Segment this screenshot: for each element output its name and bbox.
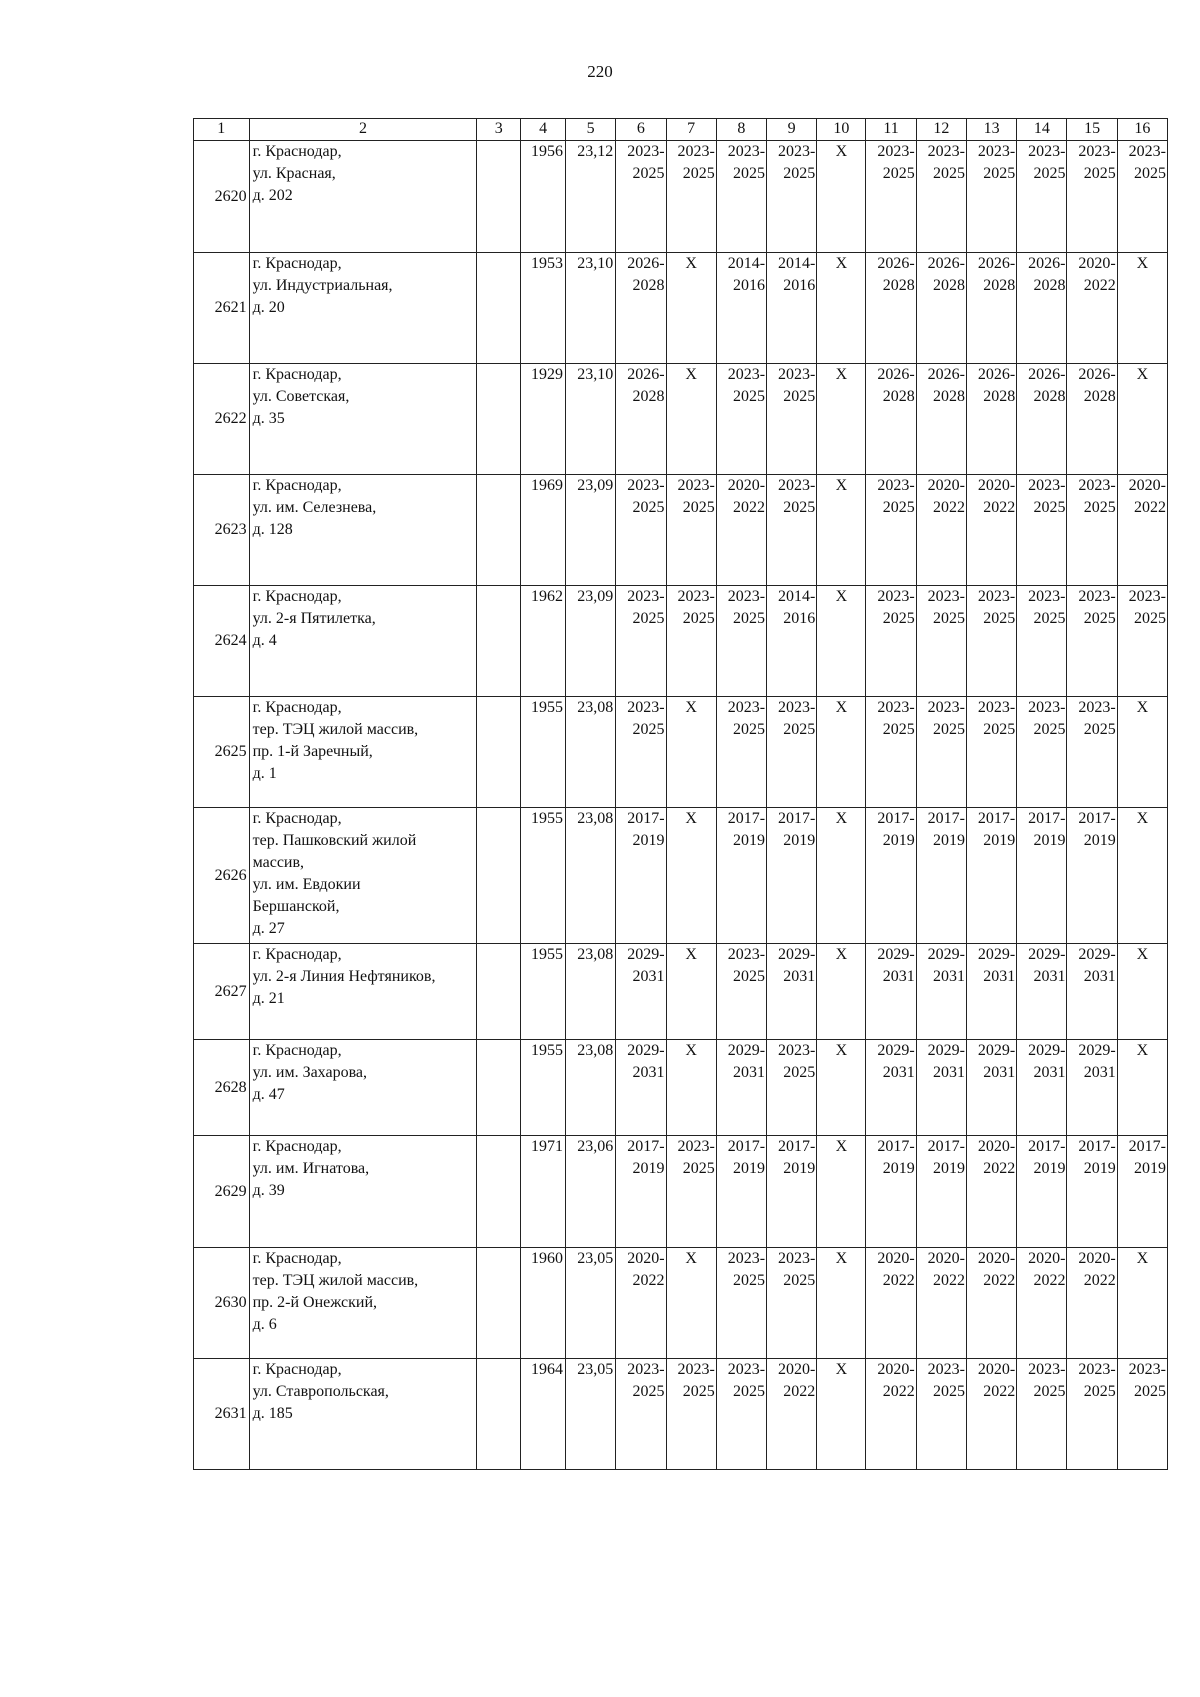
table-cell: 2029- 2031	[966, 1040, 1016, 1136]
table-cell: Х	[817, 475, 866, 586]
table-cell: Х	[1117, 364, 1167, 475]
address-cell: г. Краснодар, ул. Индустриальная, д. 20	[249, 253, 477, 364]
table-cell: 2023- 2025	[767, 1040, 817, 1136]
column-header: 6	[616, 119, 666, 141]
table-cell: 2029- 2031	[1067, 944, 1117, 1040]
table-cell: 2020- 2022	[1017, 1248, 1067, 1359]
table-cell: 2023- 2025	[666, 1136, 716, 1248]
table-cell: 2014- 2016	[767, 253, 817, 364]
table-cell: Х	[666, 1248, 716, 1359]
table-cell: 2026- 2028	[1017, 364, 1067, 475]
table-cell: 2023- 2025	[1017, 475, 1067, 586]
table-cell	[477, 253, 521, 364]
row-number: 2626	[194, 808, 250, 944]
table-cell: 2020- 2022	[966, 475, 1016, 586]
table-cell: 23,09	[566, 475, 616, 586]
table-cell: 2023- 2025	[767, 475, 817, 586]
row-number: 2624	[194, 586, 250, 697]
address-cell: г. Краснодар, ул. Ставропольская, д. 185	[249, 1359, 477, 1470]
table-cell: 2020- 2022	[966, 1136, 1016, 1248]
table-cell: 2023- 2025	[1117, 586, 1167, 697]
table-row	[194, 253, 1168, 364]
table-cell: 2017- 2019	[1017, 808, 1067, 944]
table-cell: 2029- 2031	[916, 1040, 966, 1136]
table-cell	[477, 475, 521, 586]
table-row	[194, 364, 1168, 475]
table-cell: 2020- 2022	[916, 475, 966, 586]
table-cell: 2029- 2031	[1017, 944, 1067, 1040]
table-row	[194, 475, 1168, 586]
table-cell: 2020- 2022	[616, 1248, 666, 1359]
page-number: 220	[587, 62, 613, 81]
table-cell: 1969	[521, 475, 566, 586]
table-cell: Х	[817, 1136, 866, 1248]
table-cell: 2023- 2025	[716, 697, 766, 808]
table-cell: 2023- 2025	[616, 141, 666, 253]
row-number: 2621	[194, 253, 250, 364]
table-cell: Х	[1117, 1248, 1167, 1359]
table-cell: 2023- 2025	[916, 586, 966, 697]
column-header: 7	[666, 119, 716, 141]
table-cell	[477, 808, 521, 944]
table-cell: 2023- 2025	[767, 141, 817, 253]
table-cell: Х	[817, 1040, 866, 1136]
table-cell: 1953	[521, 253, 566, 364]
table-cell: 1964	[521, 1359, 566, 1470]
column-header: 5	[566, 119, 616, 141]
table-cell: 2029- 2031	[767, 944, 817, 1040]
table-cell: 2023- 2025	[866, 586, 916, 697]
table-cell: 2017- 2019	[616, 1136, 666, 1248]
table-cell: 2023- 2025	[1017, 697, 1067, 808]
table-row	[194, 1248, 1168, 1359]
table-cell: 2023- 2025	[1017, 586, 1067, 697]
table-cell: 2017- 2019	[716, 808, 766, 944]
table-cell: 2023- 2025	[616, 697, 666, 808]
column-header: 15	[1067, 119, 1117, 141]
table-cell: 2026- 2028	[616, 253, 666, 364]
table-cell: 2017- 2019	[716, 1136, 766, 1248]
column-header: 1	[194, 119, 250, 141]
table-cell: 2023- 2025	[866, 697, 916, 808]
table-cell: Х	[666, 697, 716, 808]
table-cell: 2017- 2019	[1017, 1136, 1067, 1248]
table-cell: 2023- 2025	[1067, 141, 1117, 253]
table-cell: 2029- 2031	[866, 944, 916, 1040]
table-row	[194, 1136, 1168, 1248]
table-cell: 2017- 2019	[767, 808, 817, 944]
table-cell: 2023- 2025	[716, 586, 766, 697]
table-cell: 2023- 2025	[666, 1359, 716, 1470]
table-cell: Х	[1117, 253, 1167, 364]
table-cell: 2023- 2025	[716, 364, 766, 475]
column-header: 10	[817, 119, 866, 141]
table-cell: 2029- 2031	[1017, 1040, 1067, 1136]
table-cell: 2023- 2025	[1117, 141, 1167, 253]
row-number: 2625	[194, 697, 250, 808]
table-cell: 1955	[521, 697, 566, 808]
header-row	[194, 119, 1168, 141]
table-cell: 2026- 2028	[866, 253, 916, 364]
row-number: 2629	[194, 1136, 250, 1248]
table-cell: 2023- 2025	[1067, 697, 1117, 808]
table-cell	[477, 1359, 521, 1470]
table-cell: 2020- 2022	[716, 475, 766, 586]
column-header: 11	[866, 119, 916, 141]
table-cell: 2023- 2025	[716, 1359, 766, 1470]
table-cell: 23,12	[566, 141, 616, 253]
table-cell: 2023- 2025	[966, 141, 1016, 253]
table-cell: 2029- 2031	[616, 1040, 666, 1136]
table-cell: 1971	[521, 1136, 566, 1248]
row-number: 2620	[194, 141, 250, 253]
table-cell	[477, 944, 521, 1040]
table-cell: 2026- 2028	[966, 253, 1016, 364]
table-cell: 2026- 2028	[966, 364, 1016, 475]
table-cell: 2023- 2025	[666, 475, 716, 586]
table-row	[194, 944, 1168, 1040]
address-cell: г. Краснодар, ул. им. Захарова, д. 47	[249, 1040, 477, 1136]
table-cell: Х	[666, 944, 716, 1040]
table-cell: 23,08	[566, 808, 616, 944]
table-cell: 2023- 2025	[966, 697, 1016, 808]
table-cell	[477, 364, 521, 475]
column-header: 3	[477, 119, 521, 141]
table-cell: 2020- 2022	[866, 1359, 916, 1470]
row-number: 2622	[194, 364, 250, 475]
table-cell: 1955	[521, 944, 566, 1040]
table-cell: 1956	[521, 141, 566, 253]
row-number: 2627	[194, 944, 250, 1040]
data-table	[193, 118, 1168, 1470]
table-cell: 2023- 2025	[616, 1359, 666, 1470]
table-cell: 2020- 2022	[916, 1248, 966, 1359]
table-cell: 23,05	[566, 1359, 616, 1470]
table-cell: 2029- 2031	[866, 1040, 916, 1136]
table-row	[194, 1359, 1168, 1470]
table-cell: 2023- 2025	[716, 141, 766, 253]
table-cell: 2023- 2025	[666, 141, 716, 253]
table-row	[194, 697, 1168, 808]
table-cell: 23,08	[566, 1040, 616, 1136]
table-cell: 23,08	[566, 944, 616, 1040]
table-cell: 2023- 2025	[1117, 1359, 1167, 1470]
table-cell: 2023- 2025	[1067, 1359, 1117, 1470]
table-cell: 2023- 2025	[1067, 475, 1117, 586]
address-cell: г. Краснодар, ул. им. Селезнева, д. 128	[249, 475, 477, 586]
table-cell: 2023- 2025	[916, 141, 966, 253]
table-cell: 2029- 2031	[966, 944, 1016, 1040]
table-cell: 1955	[521, 808, 566, 944]
table-cell: 2026- 2028	[1017, 253, 1067, 364]
address-cell: г. Краснодар, ул. им. Игнатова, д. 39	[249, 1136, 477, 1248]
row-number: 2630	[194, 1248, 250, 1359]
address-cell: г. Краснодар, ул. 2-я Пятилетка, д. 4	[249, 586, 477, 697]
table-cell: 2023- 2025	[716, 1248, 766, 1359]
table-cell: 2023- 2025	[616, 586, 666, 697]
table-cell: 2029- 2031	[716, 1040, 766, 1136]
table-cell: 2017- 2019	[866, 1136, 916, 1248]
table-cell: 2029- 2031	[916, 944, 966, 1040]
table-body	[194, 141, 1168, 1470]
table-cell: Х	[1117, 808, 1167, 944]
table-cell: 23,06	[566, 1136, 616, 1248]
row-number: 2631	[194, 1359, 250, 1470]
table-cell: Х	[817, 253, 866, 364]
table-cell: 1960	[521, 1248, 566, 1359]
table-row	[194, 808, 1168, 944]
table-cell: 2026- 2028	[916, 364, 966, 475]
table-cell: 2023- 2025	[767, 697, 817, 808]
table-cell: 2023- 2025	[1017, 141, 1067, 253]
table-cell: Х	[666, 364, 716, 475]
table-cell: 23,08	[566, 697, 616, 808]
table-cell: Х	[817, 364, 866, 475]
table-cell: 2017- 2019	[1117, 1136, 1167, 1248]
table-cell: 2023- 2025	[716, 944, 766, 1040]
table-cell: 23,10	[566, 253, 616, 364]
address-cell: г. Краснодар, ул. Советская, д. 35	[249, 364, 477, 475]
table-cell: 2023- 2025	[767, 364, 817, 475]
table-cell: 2026- 2028	[916, 253, 966, 364]
table-cell: 2023- 2025	[916, 697, 966, 808]
table-cell: Х	[817, 944, 866, 1040]
table-cell: 2023- 2025	[866, 475, 916, 586]
table-cell: 2020- 2022	[767, 1359, 817, 1470]
table-cell: 2020- 2022	[966, 1359, 1016, 1470]
table-cell: 2029- 2031	[616, 944, 666, 1040]
table-cell: Х	[817, 808, 866, 944]
table-cell: Х	[666, 253, 716, 364]
table-cell	[477, 586, 521, 697]
table-cell: 2020- 2022	[1117, 475, 1167, 586]
table-cell: 2023- 2025	[616, 475, 666, 586]
column-header: 13	[966, 119, 1016, 141]
table-cell: 1929	[521, 364, 566, 475]
table-cell: 2029- 2031	[1067, 1040, 1117, 1136]
table-cell: Х	[817, 586, 866, 697]
column-header: 12	[916, 119, 966, 141]
table-cell: 2017- 2019	[916, 1136, 966, 1248]
column-header: 9	[767, 119, 817, 141]
table-cell: 1955	[521, 1040, 566, 1136]
table-cell: Х	[1117, 697, 1167, 808]
table-cell: 2023- 2025	[966, 586, 1016, 697]
column-header: 14	[1017, 119, 1067, 141]
table-cell: Х	[1117, 944, 1167, 1040]
table-cell: 2017- 2019	[616, 808, 666, 944]
table-cell: 2023- 2025	[866, 141, 916, 253]
table-cell: 2023- 2025	[1017, 1359, 1067, 1470]
table-cell: 2017- 2019	[916, 808, 966, 944]
table-cell: 23,05	[566, 1248, 616, 1359]
table-cell	[477, 1248, 521, 1359]
table-cell: 23,10	[566, 364, 616, 475]
table-cell: Х	[817, 141, 866, 253]
table-cell: Х	[817, 1248, 866, 1359]
table-cell	[477, 697, 521, 808]
table-cell: 2023- 2025	[916, 1359, 966, 1470]
table-cell	[477, 1136, 521, 1248]
table-cell	[477, 141, 521, 253]
address-cell: г. Краснодар, тер. ТЭЦ жилой массив, пр. 2-й Онежский, д. 6	[249, 1248, 477, 1359]
address-cell: г. Краснодар, тер. ТЭЦ жилой массив, пр. 1-й Заречный, д. 1	[249, 697, 477, 808]
table-cell: 2020- 2022	[966, 1248, 1016, 1359]
table-cell: 2026- 2028	[1067, 364, 1117, 475]
table-cell: 2020- 2022	[866, 1248, 916, 1359]
table-cell: 2014- 2016	[767, 586, 817, 697]
table-cell: 2017- 2019	[767, 1136, 817, 1248]
table-cell: Х	[666, 808, 716, 944]
address-cell: г. Краснодар, ул. Красная, д. 202	[249, 141, 477, 253]
address-cell: г. Краснодар, ул. 2-я Линия Нефтяников, д. 21	[249, 944, 477, 1040]
table-cell: 2017- 2019	[1067, 1136, 1117, 1248]
table-cell: 1962	[521, 586, 566, 697]
table-cell: Х	[666, 1040, 716, 1136]
address-cell: г. Краснодар, тер. Пашковский жилой массив, ул. им. Евдокии Бершанской, д. 27	[249, 808, 477, 944]
table-cell: 2023- 2025	[666, 586, 716, 697]
table-cell: 2023- 2025	[767, 1248, 817, 1359]
table-row	[194, 1040, 1168, 1136]
table-cell: 2020- 2022	[1067, 253, 1117, 364]
column-header: 16	[1117, 119, 1167, 141]
row-number: 2628	[194, 1040, 250, 1136]
table-cell: 2017- 2019	[1067, 808, 1117, 944]
column-header: 2	[249, 119, 477, 141]
table-cell: 2026- 2028	[866, 364, 916, 475]
table-cell: 2020- 2022	[1067, 1248, 1117, 1359]
table-cell: 2026- 2028	[616, 364, 666, 475]
table-cell: 2017- 2019	[866, 808, 916, 944]
table-cell: Х	[817, 1359, 866, 1470]
column-header: 8	[716, 119, 766, 141]
table-cell: Х	[817, 697, 866, 808]
table-row	[194, 141, 1168, 253]
row-number: 2623	[194, 475, 250, 586]
column-header: 4	[521, 119, 566, 141]
table-cell: 2023- 2025	[1067, 586, 1117, 697]
table-cell: Х	[1117, 1040, 1167, 1136]
table-cell: 2017- 2019	[966, 808, 1016, 944]
table-row	[194, 586, 1168, 697]
table-cell: 23,09	[566, 586, 616, 697]
table-cell	[477, 1040, 521, 1136]
table-cell: 2014- 2016	[716, 253, 766, 364]
